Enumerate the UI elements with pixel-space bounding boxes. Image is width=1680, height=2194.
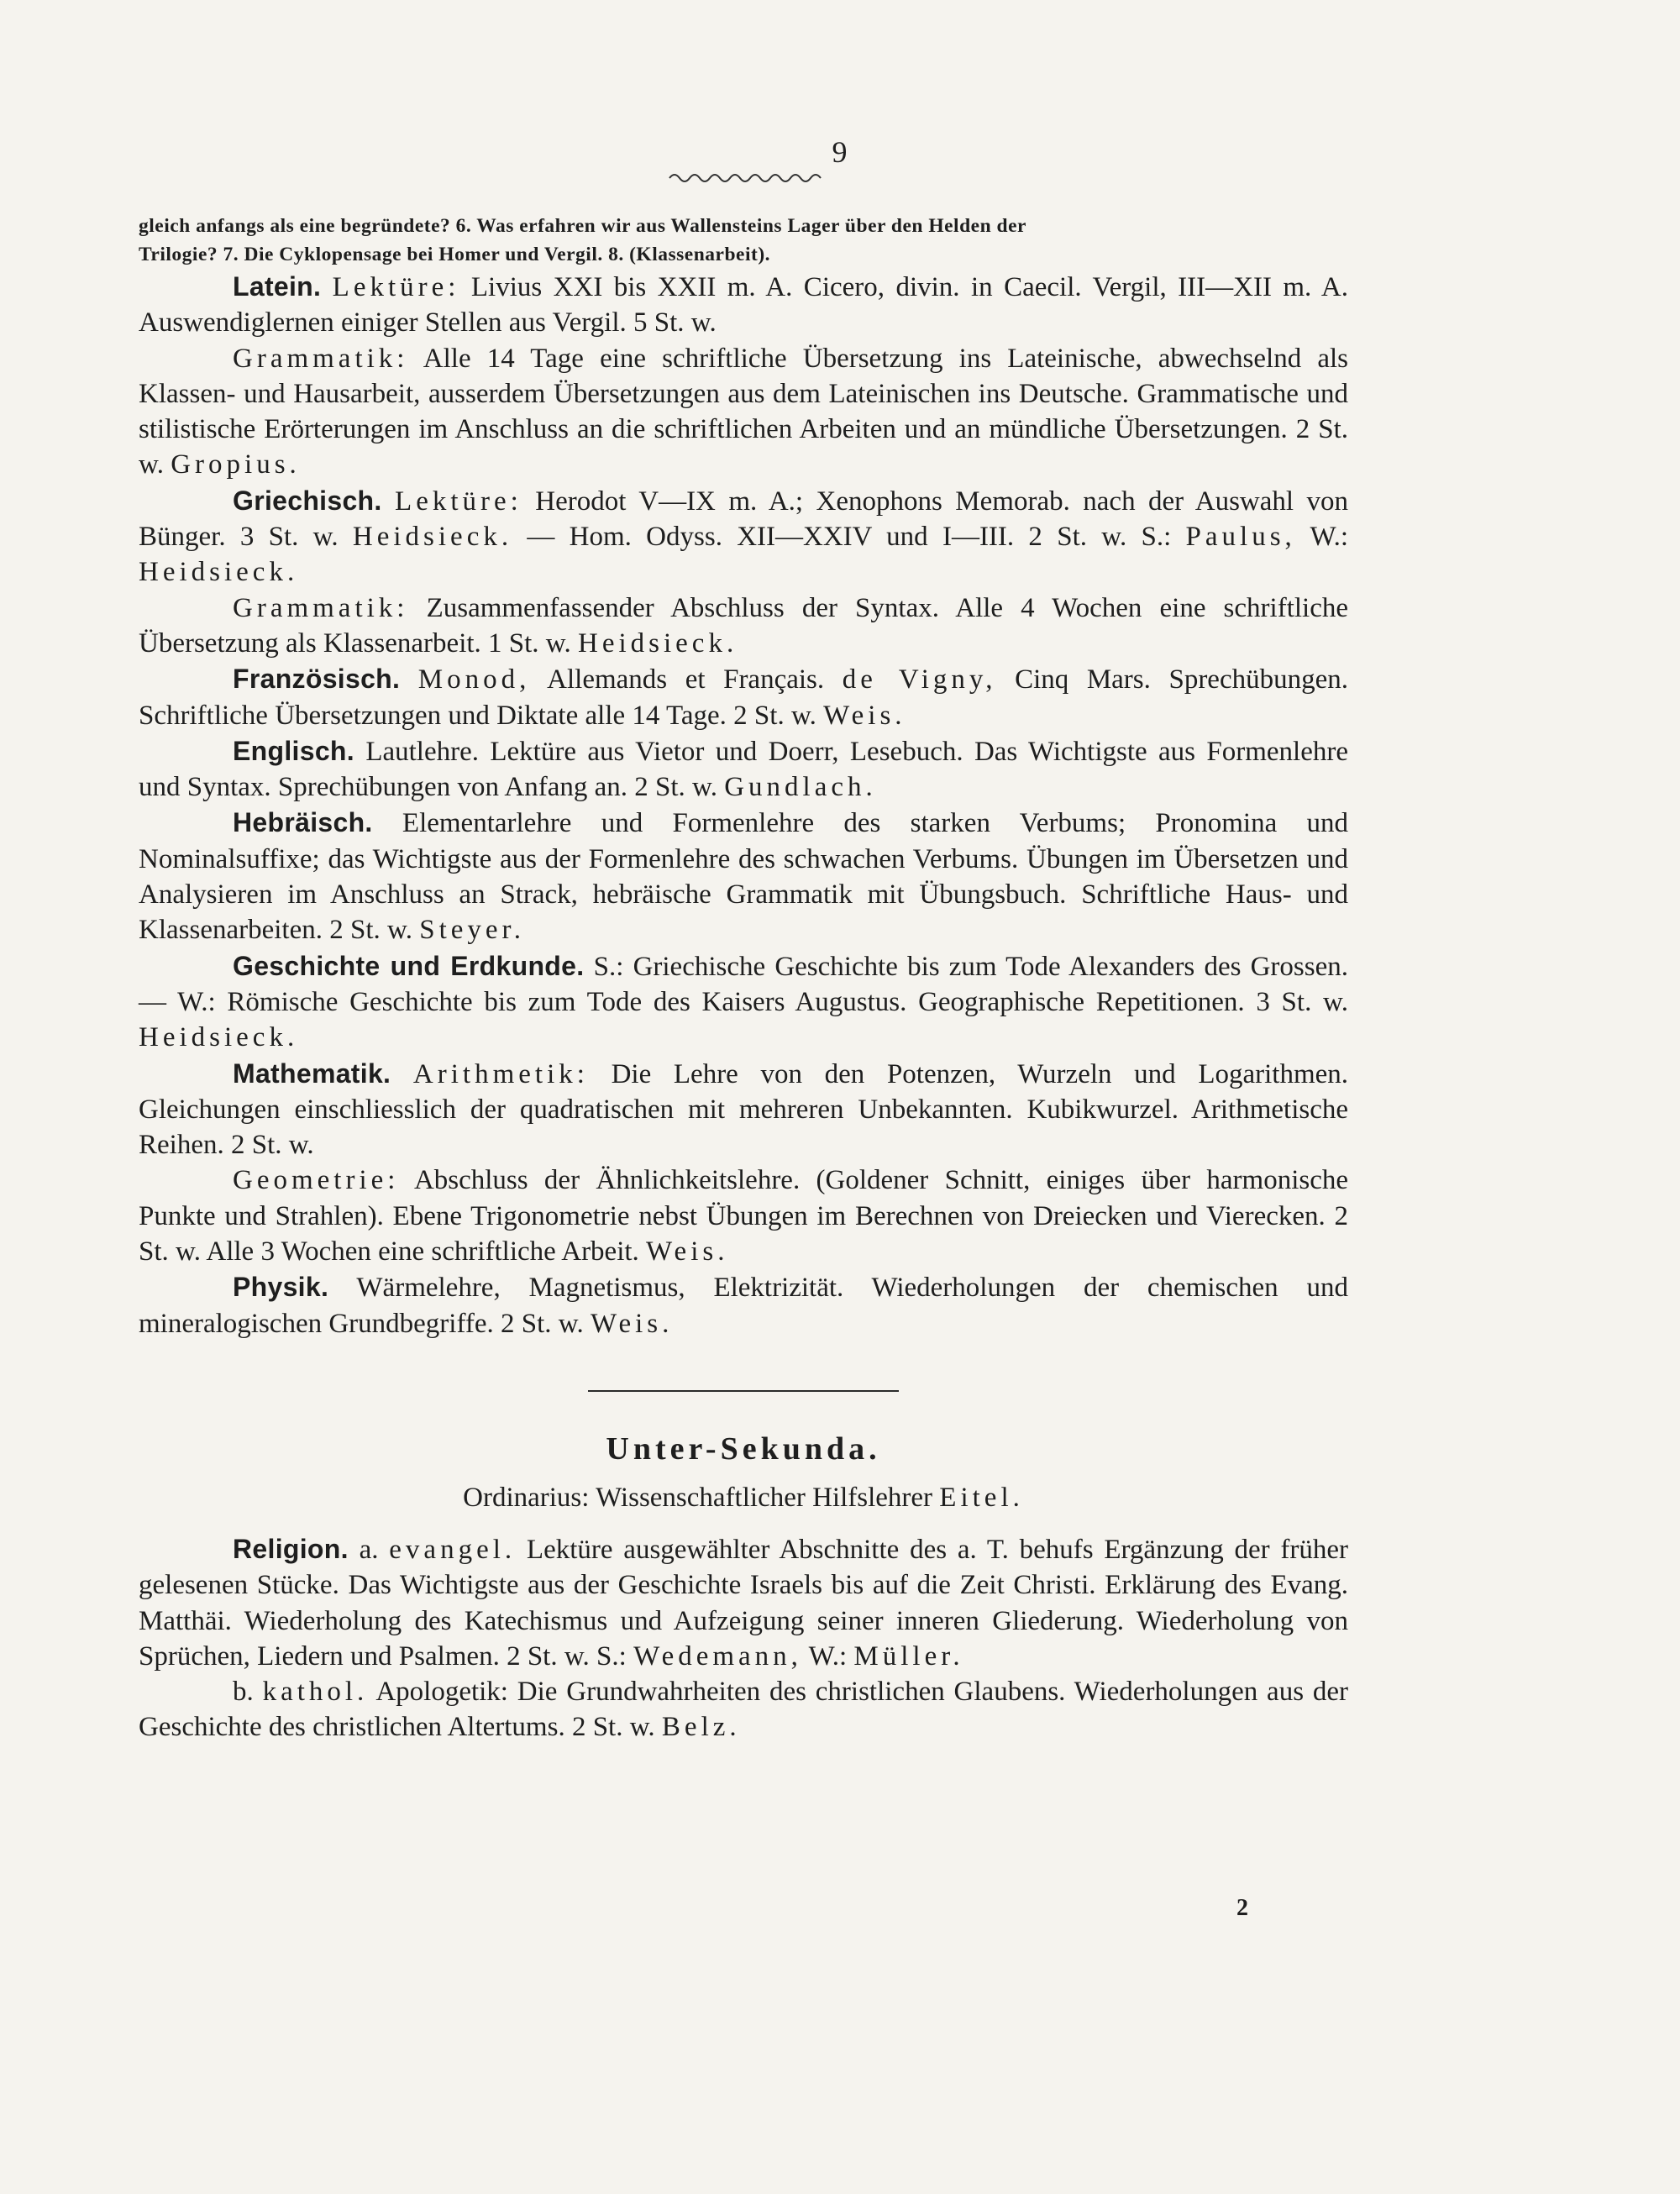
religion-a-paragraph	[139, 1531, 1348, 1674]
horizontal-rule	[588, 1390, 899, 1392]
hebraeisch-paragraph	[139, 805, 1348, 947]
religion-a-label: a.	[359, 1534, 379, 1565]
geometrie-teacher: Weis.	[646, 1236, 729, 1268]
ordinarius-text: Wissenschaftlicher Hilfslehrer	[596, 1482, 933, 1513]
subject-religion: Religion.	[233, 1533, 349, 1564]
latein-label: Lektüre:	[332, 272, 460, 302]
religion-b-spaced: kathol.	[262, 1677, 369, 1708]
franzoesisch-author-2: de Vigny,	[842, 664, 997, 695]
latein-grammatik-paragraph	[139, 341, 1348, 483]
section-divider	[139, 1341, 1348, 1425]
ordinarius-label: Ordinarius:	[463, 1482, 590, 1513]
latein-text: Livius XXI bis XXII m. A. Cicero, divin. in Caecil. Vergil, III—XII m. A. Auswendiglernen einiger Stellen aus Vergil. 5 St. w.	[139, 272, 1348, 339]
griechisch-teacher-3: Heidsieck.	[139, 557, 299, 588]
intro-line-1: gleich anfangs als eine begründete? 6. Was erfahren wir aus Wallensteins Lager über den Helden der	[139, 215, 1026, 237]
religion-a-teacher-2: Müller.	[853, 1640, 964, 1672]
griechisch-grammatik-label: Grammatik:	[233, 592, 409, 623]
geschichte-paragraph	[139, 948, 1348, 1056]
wavy-rule-ornament	[668, 166, 827, 185]
physik-paragraph	[139, 1269, 1348, 1341]
latein-paragraph	[139, 269, 1348, 341]
physik-teacher: Weis.	[590, 1308, 674, 1339]
englisch-text: Lautlehre. Lektüre aus Vietor und Doerr, Lesebuch. Das Wichtigste aus Formenlehre und Syntax. Sprechübungen von Anfang an. 2 St. w.	[139, 736, 1349, 803]
hebraeisch-text: Elementarlehre und Formenlehre des starken Verbums; Pronomina und Nominalsuffixe; das Wichtigste aus der Formenlehre des schwachen Verbums. Übungen im Übersetzen und Analysieren im Anschluss an Strack, hebräische Grammatik mit Übungsbuch. Schriftliche Haus- und Klassenarbeiten. 2 St. w.	[139, 808, 1348, 946]
subject-franzoesisch: Französisch.	[233, 664, 401, 695]
griechisch-grammatik-teacher: Heidsieck.	[578, 627, 738, 659]
griechisch-text-1: Herodot V—IX m. A.; Xenophons Memorab. nach der Auswahl von Bünger. 3 St. w.	[139, 486, 1348, 553]
subject-griechisch: Griechisch.	[233, 485, 382, 516]
subject-geschichte: Geschichte und Erdkunde.	[233, 950, 585, 981]
griechisch-grammatik-paragraph	[139, 590, 1348, 662]
franzoesisch-paragraph	[139, 661, 1348, 733]
religion-b-teacher: Belz.	[661, 1712, 741, 1743]
religion-a-text-2: W.:	[808, 1640, 848, 1672]
geometrie-paragraph	[139, 1163, 1348, 1269]
subject-hebraeisch: Hebräisch.	[233, 807, 373, 838]
intro-line-2: Trilogie? 7. Die Cyklopensage bei Homer und Vergil. 8. (Klassenarbeit).	[139, 244, 771, 265]
religion-b-paragraph	[139, 1674, 1348, 1745]
franzoesisch-text-1: Allemands et Français.	[547, 664, 825, 695]
griechisch-label: Lektüre:	[395, 486, 522, 517]
religion-b-label: b.	[233, 1677, 254, 1708]
griechisch-teacher-2: Paulus,	[1185, 522, 1296, 553]
griechisch-paragraph	[139, 483, 1348, 590]
latein-grammatik-teacher: Gropius.	[171, 449, 301, 480]
englisch-paragraph	[139, 733, 1348, 806]
griechisch-grammatik-text: Zusammenfassender Abschluss der Syntax. Alle 4 Wochen eine schriftliche Übersetzung als Klassenarbeit. 1 St. w.	[139, 592, 1348, 659]
mathematik-text: Die Lehre von den Potenzen, Wurzeln und Logarithmen. Gleichungen einschliesslich der quadratischen mit mehreren Unbekannten. Kubikwurzel. Arithmetische Reihen. 2 St. w.	[139, 1058, 1349, 1161]
ordinarius-line	[139, 1472, 1348, 1523]
hebraeisch-teacher: Steyer.	[419, 915, 525, 946]
subject-mathematik: Mathematik.	[233, 1058, 391, 1089]
franzoesisch-author-1: Monod,	[417, 664, 531, 695]
religion-a-teacher-1: Wedemann,	[633, 1640, 802, 1672]
englisch-teacher: Gundlach.	[724, 772, 877, 803]
griechisch-text-3: W.:	[1310, 522, 1349, 553]
sheet-signature: 2	[1236, 1895, 1248, 1921]
physik-text: Wärmelehre, Magnetismus, Elektrizität. Wiederholungen der chemischen und mineralogischen Grundbegriffe. 2 St. w.	[139, 1273, 1348, 1339]
religion-b-text: Apologetik: Die Grundwahrheiten des christlichen Glaubens. Wiederholungen aus der Geschichte des christlichen Altertums. 2 St. w.	[139, 1677, 1349, 1743]
latein-grammatik-label: Grammatik:	[233, 343, 409, 374]
page-number: 9	[832, 135, 848, 169]
main-text	[139, 212, 1348, 1745]
religion-a-text: Lektüre ausgewählter Abschnitte des a. T. behufs Ergänzung der früher gelesenen Stücke. Das Wichtigste aus der Geschichte Israels bis auf die Zeit Christi. Erklärung des Evang. Matthäi. Wiederholung des Katechismus und Aufzeigung seiner inneren Gliederung. Wiederholung von Sprüchen, Liedern und Psalmen. 2 St. w. S.:	[139, 1534, 1349, 1672]
intro-paragraph	[139, 212, 1348, 269]
griechisch-text-2: — Hom. Odyss. XII—XXIV und I—III. 2 St. w. S.:	[527, 522, 1172, 553]
franzoesisch-teacher: Weis.	[823, 700, 906, 731]
subject-physik: Physik.	[233, 1272, 329, 1303]
mathematik-label: Arithmetik:	[412, 1058, 589, 1089]
subject-latein: Latein.	[233, 271, 322, 302]
religion-a-spaced: evangel.	[389, 1534, 517, 1565]
section-heading: Unter-Sekunda.	[606, 1430, 881, 1467]
geometrie-text: Abschluss der Ähnlichkeitslehre. (Goldener Schnitt, einiges über harmonische Punkte und Strahlen). Ebene Trigonometrie nebst Übungen im Berechnen von Dreiecken und Vierecken. 2 St. w. Alle 3 Wochen eine schriftliche Arbeit.	[139, 1165, 1348, 1268]
mathematik-paragraph	[139, 1056, 1348, 1163]
geschichte-teacher: Heidsieck.	[139, 1022, 299, 1053]
geometrie-label: Geometrie:	[233, 1165, 400, 1196]
subject-englisch: Englisch.	[233, 735, 354, 766]
griechisch-teacher-1: Heidsieck.	[352, 522, 513, 553]
latein-grammatik-text: Alle 14 Tage eine schriftliche Übersetzung ins Lateinische, abwechselnd als Klassen- und Hausarbeit, ausserdem Übersetzungen aus dem Lateinischen ins Deutsche. Grammatische und stilistische Erörterungen im Anschluss an die schriftlichen Arbeiten und an mündliche Übersetzungen. 2 St. w.	[139, 343, 1348, 480]
ordinarius-name: Eitel.	[939, 1482, 1024, 1513]
geschichte-text: S.: Griechische Geschichte bis zum Tode Alexanders des Grossen. — W.: Römische Geschichte bis zum Tode des Kaisers Augustus. Geographische Repetitionen. 3 St. w.	[139, 951, 1348, 1017]
franzoesisch-text-2: Cinq Mars. Sprechübungen. Schriftliche Übersetzungen und Diktate alle 14 Tage. 2 St. w.	[139, 664, 1348, 731]
